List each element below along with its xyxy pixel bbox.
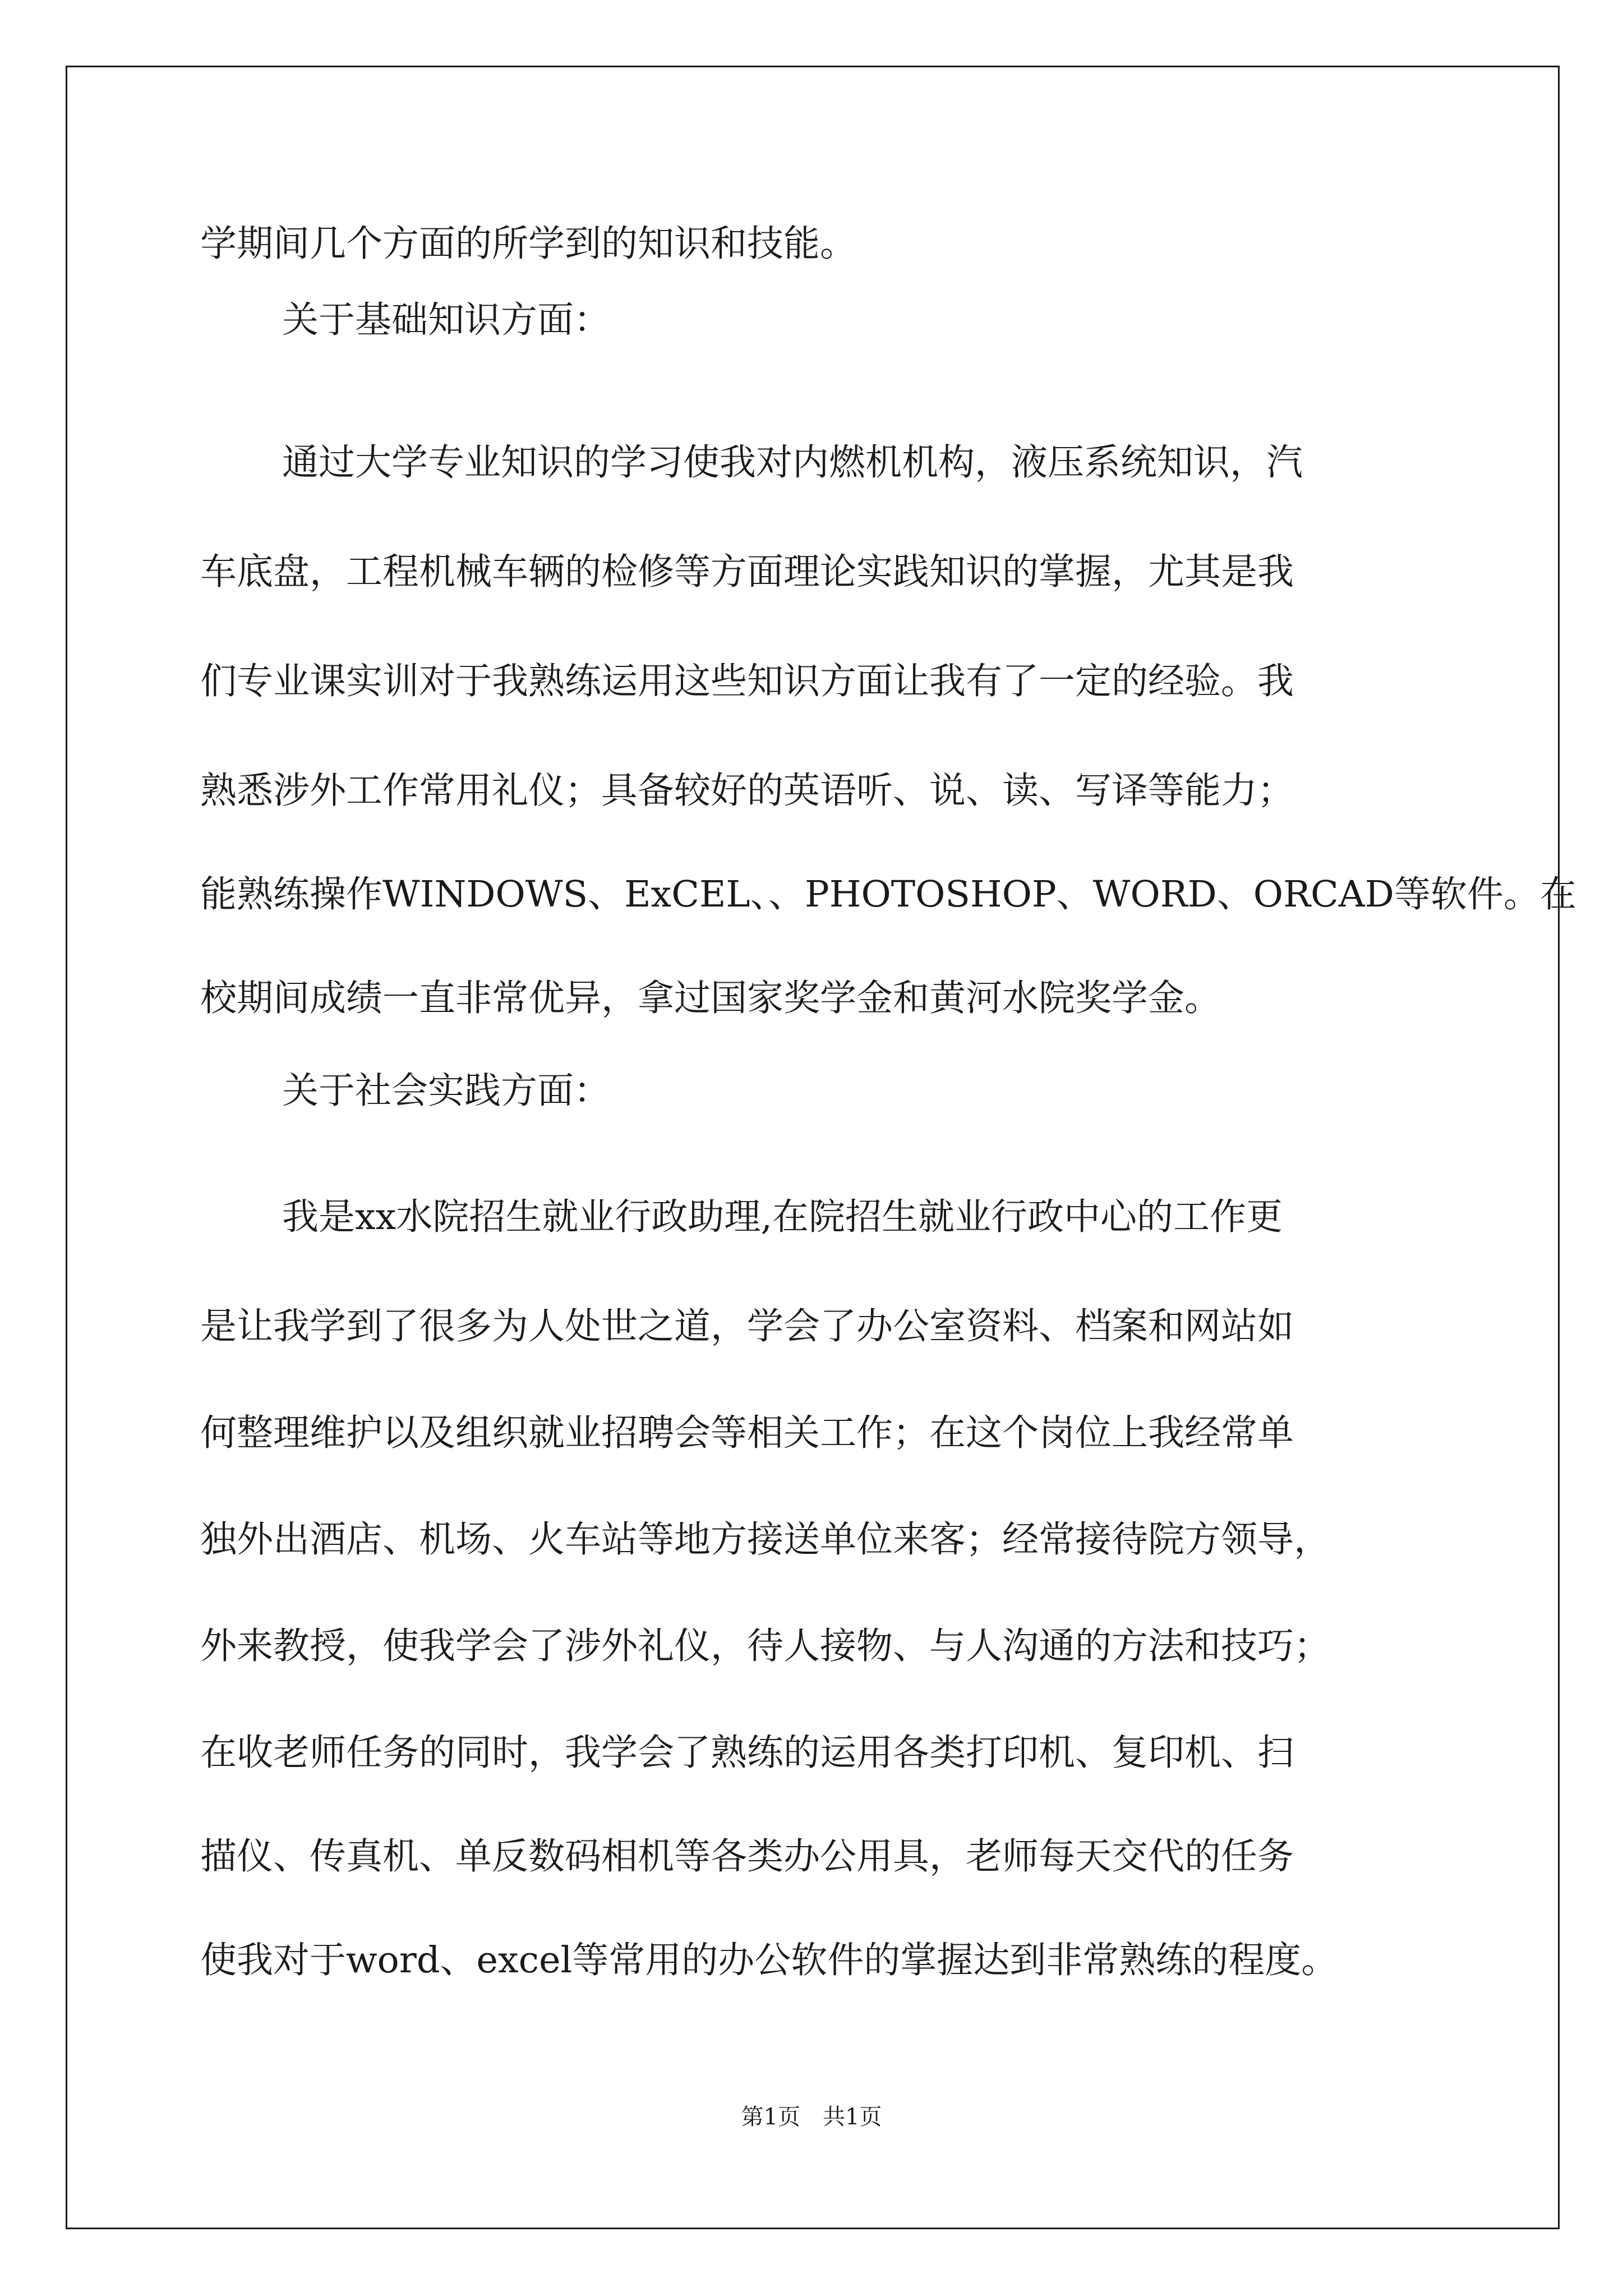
paragraph-line: 们专业课实训对于我熟练运用这些知识方面让我有了一定的经验。我: [200, 660, 1294, 702]
paragraph-line: 描仪、传真机、单反数码相机等各类办公用具，老师每天交代的任务: [200, 1835, 1294, 1878]
page-count: 共1页: [823, 2104, 882, 2130]
page-border: [66, 66, 1560, 2229]
paragraph-line: 车底盘，工程机械车辆的检修等方面理论实践知识的掌握，尤其是我: [200, 551, 1294, 593]
paragraph-line: 独外出酒店、机场、火车站等地方接送单位来客；经常接待院方领导，: [200, 1519, 1331, 1561]
section-heading: 关于基础知识方面：: [282, 299, 611, 341]
paragraph-line: 在收老师任务的同时，我学会了熟练的运用各类打印机、复印机、扫: [200, 1732, 1294, 1774]
paragraph-line: 熟悉涉外工作常用礼仪；具备较好的英语听、说、读、写译等能力；: [200, 770, 1294, 812]
page-number: 第1页: [741, 2104, 800, 2130]
paragraph-line: 何整理维护以及组织就业招聘会等相关工作；在这个岗位上我经常单: [200, 1412, 1294, 1454]
paragraph-line: 通过大学专业知识的学习使我对内燃机机构，液压系统知识，汽: [282, 441, 1303, 484]
paragraph-line: 学期间几个方面的所学到的知识和技能。: [200, 223, 857, 265]
paragraph-line: 校期间成绩一直非常优异，拿过国家奖学金和黄河水院奖学金。: [200, 977, 1221, 1019]
paragraph-line: 能熟练操作WINDOWS、ExCEL、、PHOTOSHOP、WORD、ORCAD等软件。在: [200, 873, 1576, 915]
page-footer: [0, 2099, 1623, 2131]
paragraph-line: 我是xx水院招生就业行政助理,在院招生就业行政中心的工作更: [282, 1196, 1283, 1238]
paragraph-line: 使我对于word、excel等常用的办公软件的掌握达到非常熟练的程度。: [200, 1939, 1338, 1981]
paragraph-line: 外来教授，使我学会了涉外礼仪，待人接物、与人沟通的方法和技巧；: [200, 1625, 1331, 1667]
paragraph-line: 是让我学到了很多为人处世之道，学会了办公室资料、档案和网站如: [200, 1305, 1294, 1347]
section-heading: 关于社会实践方面：: [282, 1070, 611, 1112]
